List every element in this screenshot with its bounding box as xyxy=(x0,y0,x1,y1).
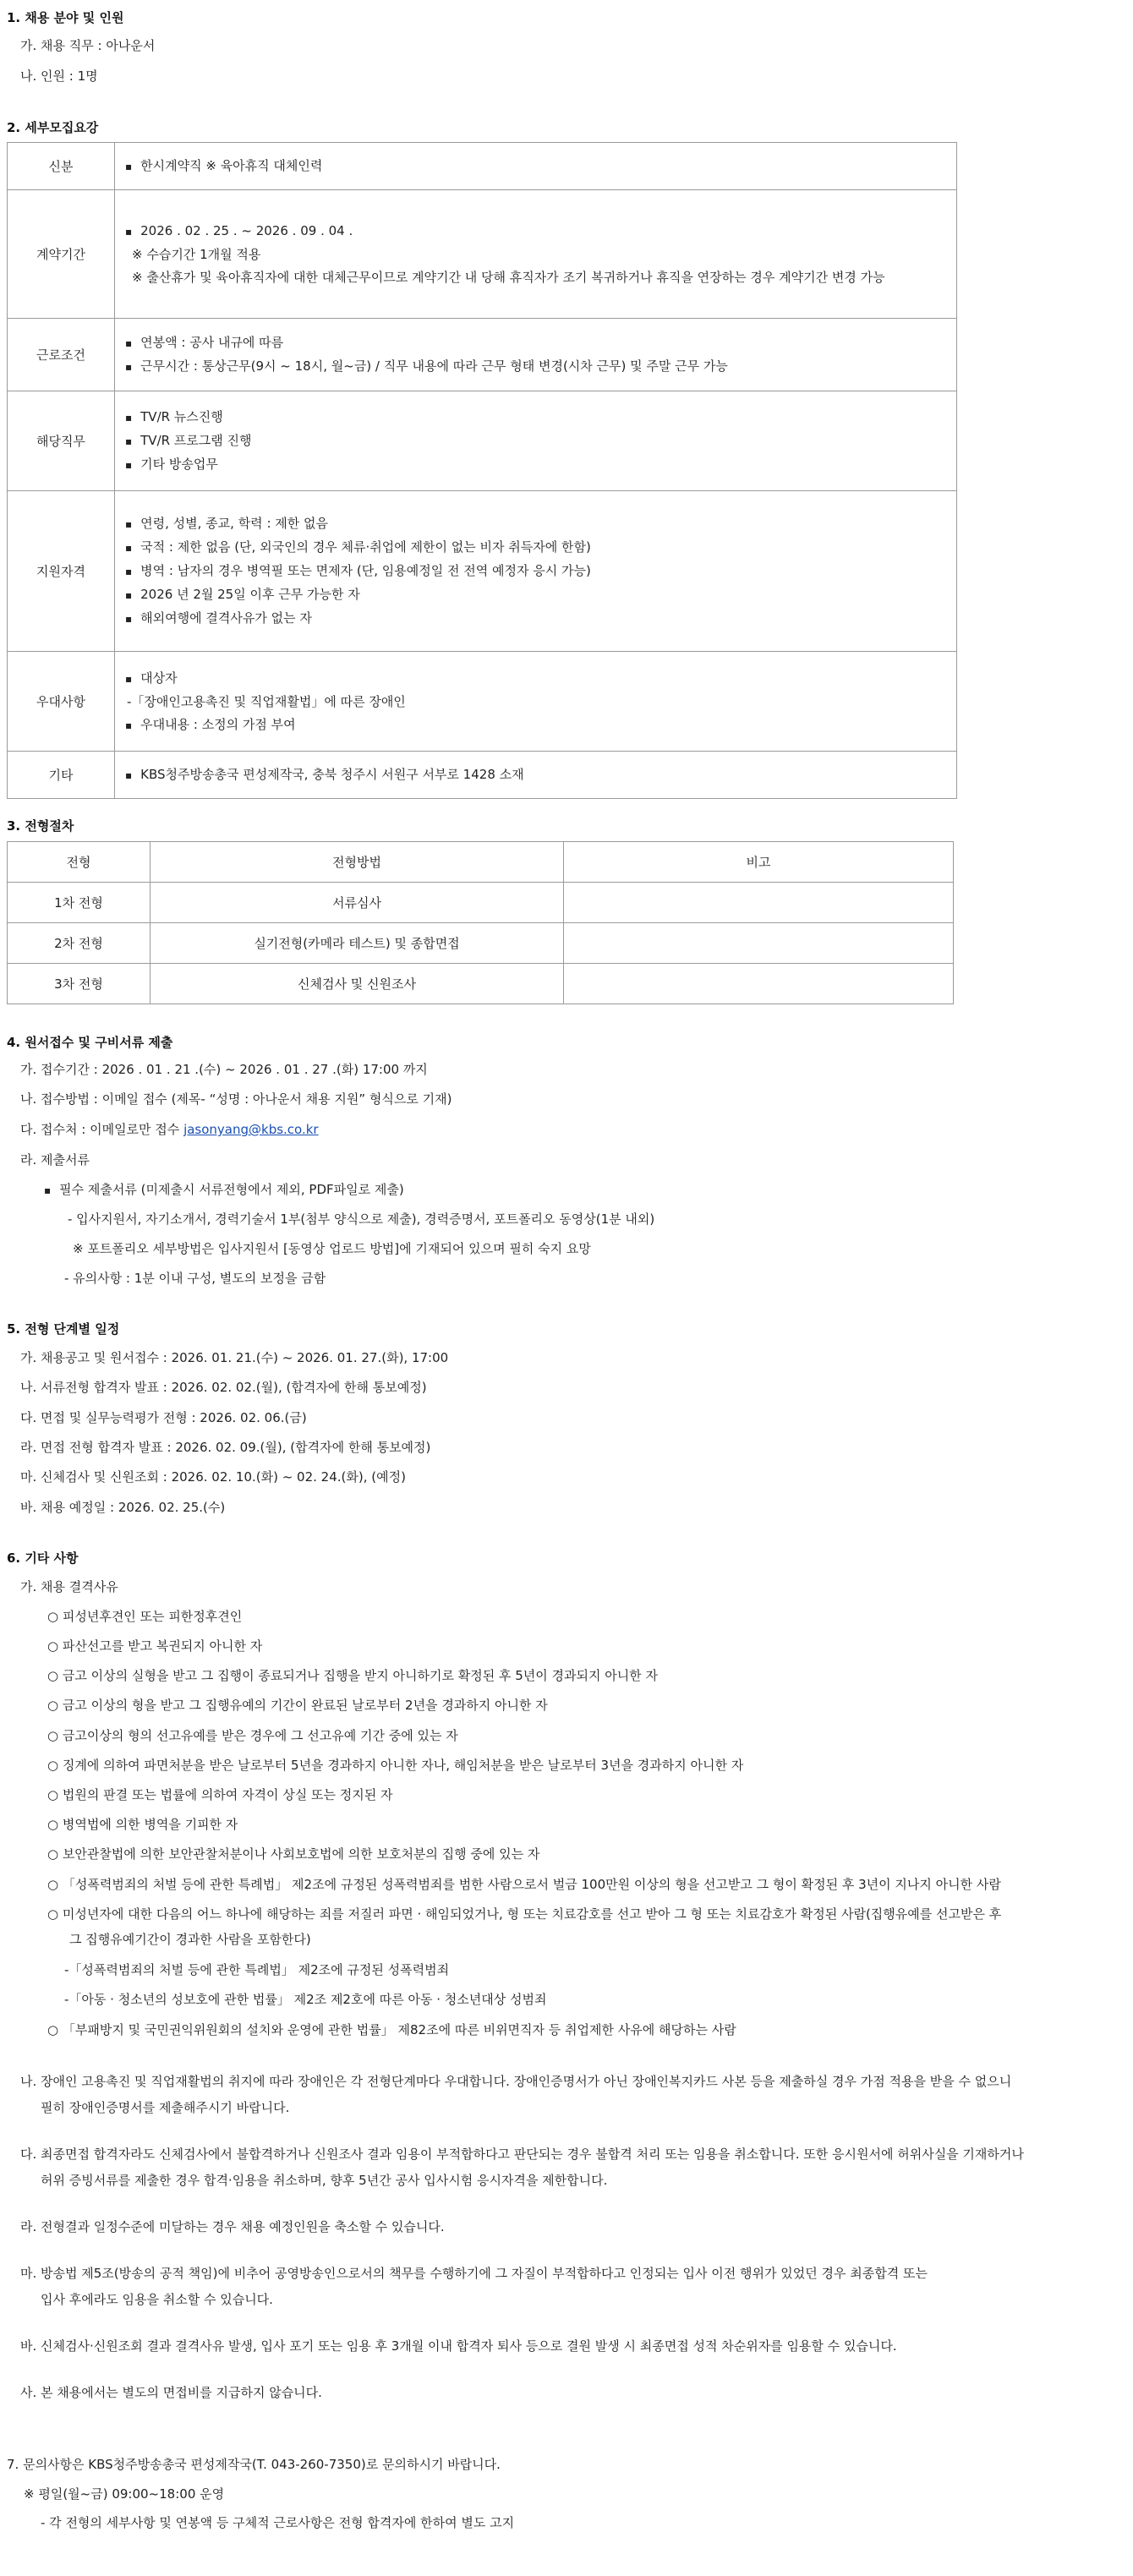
section-6-title: 6. 기타 사항 xyxy=(7,1551,79,1566)
table-row xyxy=(8,190,957,319)
note-paragraph-cont: 허위 증빙서류를 제출한 경우 합격·임용을 취소하며, 향후 5년간 공사 입사시험 응시자격을 제한합니다. xyxy=(41,2173,608,2188)
table-row xyxy=(8,964,954,1004)
row-item: ▪ 2026 년 2월 25일 이후 근무 가능한 자 xyxy=(125,586,946,604)
row-header: 지원자격 xyxy=(8,491,115,652)
section-4-title: 4. 원서접수 및 구비서류 제출 xyxy=(7,1035,173,1050)
contact-note: - 각 전형의 세부사항 및 연봉액 등 구체적 근로사항은 전형 합격자에 한하여 별도 고지 xyxy=(41,2515,515,2530)
table-row xyxy=(8,319,957,391)
note-paragraph-cont: 필히 장애인증명서를 제출해주시기 바랍니다. xyxy=(41,2100,290,2115)
note-paragraph: 사. 본 채용에서는 별도의 면접비를 지급하지 않습니다. xyxy=(20,2385,322,2400)
row-item: ▪ 연봉액 : 공사 내규에 따름 xyxy=(125,334,946,352)
note-paragraph: 다. 최종면접 합격자라도 신체검사에서 불합격하거나 신원조사 결과 임용이 부적합하다고 판단되는 경우 불합격 처리 또는 임용을 취소합니다. 또한 응시원서에 허위사실을 기재하거나 xyxy=(20,2147,1024,2162)
table-row xyxy=(8,391,957,491)
row-header: 해당직무 xyxy=(8,391,115,491)
table-cell xyxy=(564,923,954,964)
column-header: 전형 xyxy=(8,842,151,883)
table-row xyxy=(8,652,957,752)
apply-period: 가. 접수기간 : 2026 . 01 . 21 .(수) ~ 2026 . 01 . 27 .(화) 17:00 까지 xyxy=(20,1062,428,1077)
required-docs-detail: - 입사지원서, 자기소개서, 경력기술서 1부(첨부 양식으로 제출), 경력증명서, 포트폴리오 동영상(1분 내외) xyxy=(68,1211,655,1227)
row-item: ▪ 해외여행에 결격사유가 없는 자 xyxy=(125,610,946,627)
row-item: -「장애인고용촉진 및 직업재활법」에 따른 장애인 xyxy=(127,693,406,709)
disqualification-subitem: -「아동 · 청소년의 성보호에 관한 법률」 제2조 제2호에 따른 아동 · 청소년대상 성범죄 xyxy=(64,1992,547,2007)
row-item: ▪ 연령, 성별, 종교, 학력 : 제한 없음 xyxy=(125,515,946,533)
disqualification-item: ○ 파산선고를 받고 복권되지 아니한 자 xyxy=(47,1638,263,1654)
required-docs xyxy=(44,1181,404,1199)
table-cell: 3차 전형 xyxy=(8,964,151,1004)
row-header: 기타 xyxy=(8,752,115,799)
table-row xyxy=(8,923,954,964)
note-paragraph-cont: 입사 후에라도 임용을 취소할 수 있습니다. xyxy=(41,2292,273,2307)
table-row xyxy=(8,752,957,799)
schedule-item: 나. 서류전형 합격자 발표 : 2026. 02. 02.(월), (합격자에 한해 통보예정) xyxy=(20,1380,427,1395)
section-2-title: 2. 세부모집요강 xyxy=(7,120,99,135)
disqualification-item: ○ 「부패방지 및 국민권익위원회의 설치와 운영에 관한 법률」 제82조에 따른 비위면직자 등 취업제한 사유에 해당하는 사람 xyxy=(47,2022,736,2037)
docs-title: 라. 제출서류 xyxy=(20,1152,90,1168)
row-item: ▪ TV/R 프로그램 진행 xyxy=(125,432,946,450)
bullet-icon: ▪ xyxy=(44,1184,52,1196)
disqualification-item: ○ 징계에 의하여 파면처분을 받은 날로부터 5년을 경과하지 아니한 자나, 해임처분을 받은 날로부터 3년을 경과하지 아니한 자 xyxy=(47,1758,744,1773)
row-item: ▪ 2026 . 02 . 25 . ~ 2026 . 09 . 04 . xyxy=(125,222,946,240)
schedule-item: 라. 면접 전형 합격자 발표 : 2026. 02. 09.(월), (합격자에 한해 통보예정) xyxy=(20,1440,431,1455)
disqualification-item: ○ 「성폭력범죄의 처벌 등에 관한 특례법」 제2조에 규정된 성폭력범죄를 범한 사람으로서 벌금 100만원 이상의 형을 선고받고 그 형이 확정된 후 3년이 지나지 아니한 사람 xyxy=(47,1877,1001,1892)
note-paragraph: 나. 장애인 고용촉진 및 직업재활법의 취지에 따라 장애인은 각 전형단계마다 우대합니다. 장애인증명서가 아닌 장애인복지카드 사본 등을 제출하실 경우 가점 적용을 받을 수 없으니 xyxy=(20,2074,1012,2089)
row-item: ▪ 병역 : 남자의 경우 병역필 또는 면제자 (단, 임용예정일 전 전역 예정자 응시 가능) xyxy=(125,562,946,580)
contact-line: 7. 문의사항은 KBS청주방송총국 편성제작국(T. 043-260-7350)로 문의하시기 바랍니다. xyxy=(7,2457,501,2472)
row-item: ※ 수습기간 1개월 적용 xyxy=(132,247,261,262)
table-cell: 서류심사 xyxy=(151,883,564,923)
apply-place xyxy=(20,1121,319,1138)
section-3-title: 3. 전형절차 xyxy=(7,818,74,834)
disqualification-item: ○ 보안관찰법에 의한 보안관찰처분이나 사회보호법에 의한 보호처분의 집행 중에 있는 자 xyxy=(47,1846,540,1862)
section-1-title: 1. 채용 분야 및 인원 xyxy=(7,10,124,25)
note-paragraph: 바. 신체검사·신원조회 결과 결격사유 발생, 입사 포기 또는 임용 후 3개월 이내 합격자 퇴사 등으로 결원 발생 시 최종면접 성적 차순위자를 임용할 수 있습니다. xyxy=(20,2338,897,2354)
required-docs-text: 필수 제출서류 (미제출시 서류전형에서 제외, PDF파일로 제출) xyxy=(59,1182,404,1197)
row-header: 신분 xyxy=(8,143,115,190)
table-cell: 실기전형(카메라 테스트) 및 종합면접 xyxy=(151,923,564,964)
disqualification-item: ○ 법원의 판결 또는 법률에 의하여 자격이 상실 또는 정지된 자 xyxy=(47,1787,393,1802)
note-paragraph: 라. 전형결과 일정수준에 미달하는 경우 채용 예정인원을 축소할 수 있습니다. xyxy=(20,2219,445,2234)
row-item: ▪ 우대내용 : 소정의 가점 부여 xyxy=(125,716,946,734)
disqualification-subitem: -「성폭력범죄의 처벌 등에 관한 특례법」 제2조에 규정된 성폭력범죄 xyxy=(64,1962,450,1977)
row-item: ▪ 기타 방송업무 xyxy=(125,456,946,473)
apply-place-label: 다. 접수처 : 이메일로만 접수 xyxy=(20,1122,184,1137)
disqualification-item-cont: 그 집행유예기간이 경과한 사람을 포함한다) xyxy=(69,1932,311,1947)
table-header-row xyxy=(8,842,954,883)
schedule-item: 바. 채용 예정일 : 2026. 02. 25.(수) xyxy=(20,1500,226,1515)
row-header: 근로조건 xyxy=(8,319,115,391)
disqualification-item: ○ 금고이상의 형의 선고유예를 받은 경우에 그 선고유예 기간 중에 있는 자 xyxy=(47,1728,458,1743)
table-cell xyxy=(564,883,954,923)
row-item: ▪ 근무시간 : 통상근무(9시 ~ 18시, 월~금) / 직무 내용에 따라 근무 형태 변경(시차 근무) 및 주말 근무 가능 xyxy=(125,358,946,375)
apply-method: 나. 접수방법 : 이메일 접수 (제목- “성명 : 아나운서 채용 지원” 형식으로 기재) xyxy=(20,1091,452,1107)
table-cell: 1차 전형 xyxy=(8,883,151,923)
disqualification-item: ○ 금고 이상의 실형을 받고 그 집행이 종료되거나 집행을 받지 아니하기로 확정된 후 5년이 경과되지 아니한 자 xyxy=(47,1668,658,1683)
table-row xyxy=(8,143,957,190)
row-item: ▪ 국적 : 제한 없음 (단, 외국인의 경우 체류·취업에 제한이 없는 비자 취득자에 한함) xyxy=(125,539,946,556)
schedule-item: 가. 채용공고 및 원서접수 : 2026. 01. 21.(수) ~ 2026. 01. 27.(화), 17:00 xyxy=(20,1350,449,1365)
count-line: 나. 인원 : 1명 xyxy=(20,68,98,84)
disqualification-item: ○ 피성년후견인 또는 피한정후견인 xyxy=(47,1609,243,1624)
job-line: 가. 채용 직무 : 아나운서 xyxy=(20,38,156,53)
selection-process-table xyxy=(7,841,954,1004)
section-5-title: 5. 전형 단계별 일정 xyxy=(7,1321,120,1337)
disqualification-item: ○ 미성년자에 대한 다음의 어느 하나에 해당하는 죄를 저질러 파면 · 해임되었거나, 형 또는 치료감호를 선고 받아 그 형 또는 치료감호가 확정된 사람(집행유예를 선고받은 후 xyxy=(47,1906,1002,1922)
column-header: 비고 xyxy=(564,842,954,883)
table-row xyxy=(8,883,954,923)
caution-note: - 유의사항 : 1분 이내 구성, 별도의 보정을 금함 xyxy=(64,1271,326,1286)
note-paragraph: 마. 방송법 제5조(방송의 공적 책임)에 비추어 공영방송인으로서의 책무를 수행하기에 그 자질이 부적합하다고 인정되는 입사 이전 행위가 있었던 경우 최종합격 또는 xyxy=(20,2266,928,2281)
email-link[interactable]: jasonyang@kbs.co.kr xyxy=(183,1122,319,1137)
row-item: ▪ KBS청주방송총국 편성제작국, 충북 청주시 서원구 서부로 1428 소재 xyxy=(125,766,946,784)
table-cell xyxy=(564,964,954,1004)
table-cell: 2차 전형 xyxy=(8,923,151,964)
table-cell: 신체검사 및 신원조사 xyxy=(151,964,564,1004)
column-header: 전형방법 xyxy=(151,842,564,883)
schedule-item: 마. 신체검사 및 신원조회 : 2026. 02. 10.(화) ~ 02. 24.(화), (예정) xyxy=(20,1469,406,1485)
row-header: 우대사항 xyxy=(8,652,115,752)
row-item: ▪ 한시계약직 ※ 육아휴직 대체인력 xyxy=(125,157,946,175)
table-row xyxy=(8,491,957,652)
row-header: 계약기간 xyxy=(8,190,115,319)
row-item: ※ 출산휴가 및 육아휴직자에 대한 대체근무이므로 계약기간 내 당해 휴직자가 조기 복귀하거나 휴직을 연장하는 경우 계약기간 변경 가능 xyxy=(132,270,885,285)
portfolio-note: ※ 포트폴리오 세부방법은 입사지원서 [동영상 업로드 방법]에 기재되어 있으며 필히 숙지 요망 xyxy=(73,1241,591,1256)
recruit-detail-table xyxy=(7,142,957,799)
row-item: ▪ TV/R 뉴스진행 xyxy=(125,408,946,426)
contact-hours: ※ 평일(월~금) 09:00~18:00 운영 xyxy=(24,2486,225,2502)
row-item: ▪ 대상자 xyxy=(125,670,946,687)
schedule-item: 다. 면접 및 실무능력평가 전형 : 2026. 02. 06.(금) xyxy=(20,1410,307,1425)
disqualification-title: 가. 채용 결격사유 xyxy=(20,1579,118,1594)
disqualification-item: ○ 병역법에 의한 병역을 기피한 자 xyxy=(47,1817,238,1832)
disqualification-item: ○ 금고 이상의 형을 받고 그 집행유예의 기간이 완료된 날로부터 2년을 경과하지 아니한 자 xyxy=(47,1698,548,1713)
